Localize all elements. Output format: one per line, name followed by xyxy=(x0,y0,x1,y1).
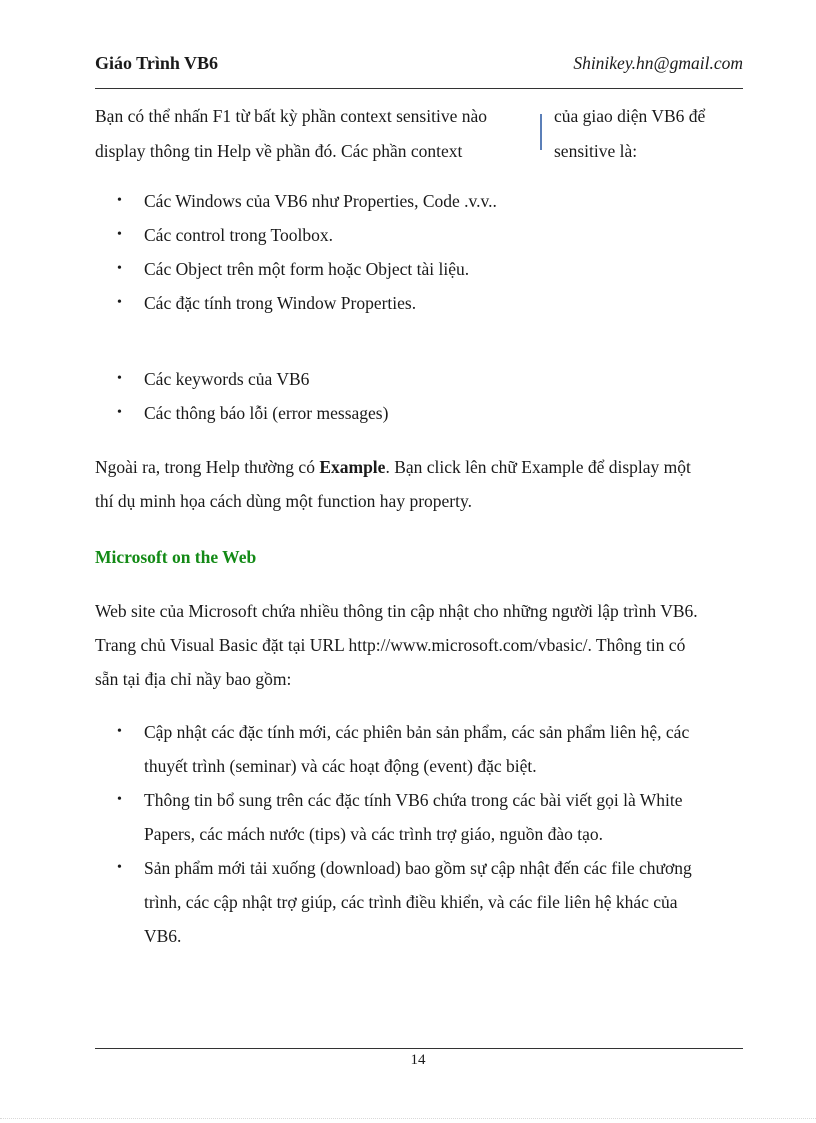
intro-left-line: Bạn có thể nhấn F1 từ bất kỳ phần context sensitive nào xyxy=(95,106,487,126)
list-item-text: Các control trong Toolbox. xyxy=(144,225,333,245)
list-item xyxy=(0,851,728,953)
web-info-list xyxy=(0,715,728,953)
list-item-line: thuyết trình (seminar) và các hoạt động (event) đặc biệt. xyxy=(144,756,537,776)
intro-right-column xyxy=(554,99,744,169)
bullet-icon: • xyxy=(117,227,122,242)
bullet-icon: • xyxy=(117,371,122,386)
list-item-line: Papers, các mách nước (tips) và các trình trợ giáo, nguồn đào tạo. xyxy=(144,824,604,844)
list-item-line: VB6. xyxy=(144,926,182,946)
header-title: Giáo Trình VB6 xyxy=(95,53,219,73)
list-item-line: Sản phẩm mới tải xuống (download) bao gồm sự cập nhật đến các file chương xyxy=(144,858,692,878)
list-item-text: Các thông báo lỗi (error messages) xyxy=(144,403,389,423)
list-item xyxy=(0,715,728,783)
list-item-text: Các đặc tính trong Window Properties. xyxy=(144,293,417,313)
text-run: . Bạn click lên chữ Example để display một xyxy=(385,457,691,477)
page-edge-divider xyxy=(0,1118,816,1119)
intro-right-line: của giao diện VB6 để xyxy=(554,106,706,126)
footer-rule xyxy=(95,1048,743,1049)
header-rule xyxy=(95,88,743,89)
web-paragraph xyxy=(95,594,743,696)
context-list-continued xyxy=(0,362,388,430)
list-item xyxy=(0,362,388,396)
list-item-line: Cập nhật các đặc tính mới, các phiên bản sản phẩm, các sản phẩm liên hệ, các xyxy=(144,722,690,742)
bullet-icon: • xyxy=(117,405,122,420)
bullet-icon: • xyxy=(117,193,122,208)
intro-left-column xyxy=(95,99,525,169)
example-keyword: Example xyxy=(319,457,386,477)
list-item xyxy=(0,184,497,218)
bullet-icon: • xyxy=(117,295,122,310)
list-item-line: trình, các cập nhật trợ giúp, các trình điều khiển, và các file liên hệ khác của xyxy=(144,892,678,912)
text-run: Ngoài ra, trong Help thường có xyxy=(95,457,320,477)
list-item xyxy=(0,218,497,252)
list-item xyxy=(0,252,497,286)
bullet-icon: • xyxy=(117,724,122,739)
bullet-icon: • xyxy=(117,792,122,807)
column-divider xyxy=(540,114,542,150)
list-item-line: Thông tin bổ sung trên các đặc tính VB6 chứa trong các bài viết gọi là White xyxy=(144,790,683,810)
paragraph-line xyxy=(95,450,743,484)
list-item-text: Các Object trên một form hoặc Object tài liệu. xyxy=(144,259,470,279)
example-paragraph xyxy=(95,450,743,518)
header-email: Shinikey.hn@gmail.com xyxy=(573,53,743,73)
list-item xyxy=(0,396,388,430)
bullet-icon: • xyxy=(117,860,122,875)
list-item-text: Các keywords của VB6 xyxy=(144,369,310,389)
bullet-icon: • xyxy=(117,261,122,276)
context-list xyxy=(0,184,497,320)
paragraph-line: Trang chủ Visual Basic đặt tại URL http://www.microsoft.com/vbasic/. Thông tin có xyxy=(95,635,686,655)
list-item xyxy=(0,286,497,320)
list-item-text: Các Windows của VB6 như Properties, Code .v.v.. xyxy=(144,191,497,211)
paragraph-line: Web site của Microsoft chứa nhiều thông tin cập nhật cho những người lập trình VB6. xyxy=(95,601,698,621)
paragraph-line: sẵn tại địa chỉ nầy bao gồm: xyxy=(95,669,292,689)
section-heading: Microsoft on the Web xyxy=(95,547,257,567)
intro-right-line: sensitive là: xyxy=(554,141,638,161)
intro-left-line: display thông tin Help về phần đó. Các phần context xyxy=(95,141,463,161)
paragraph-line: thí dụ minh họa cách dùng một function hay property. xyxy=(95,491,472,511)
list-item xyxy=(0,783,728,851)
page-number: 14 xyxy=(410,1052,426,1068)
